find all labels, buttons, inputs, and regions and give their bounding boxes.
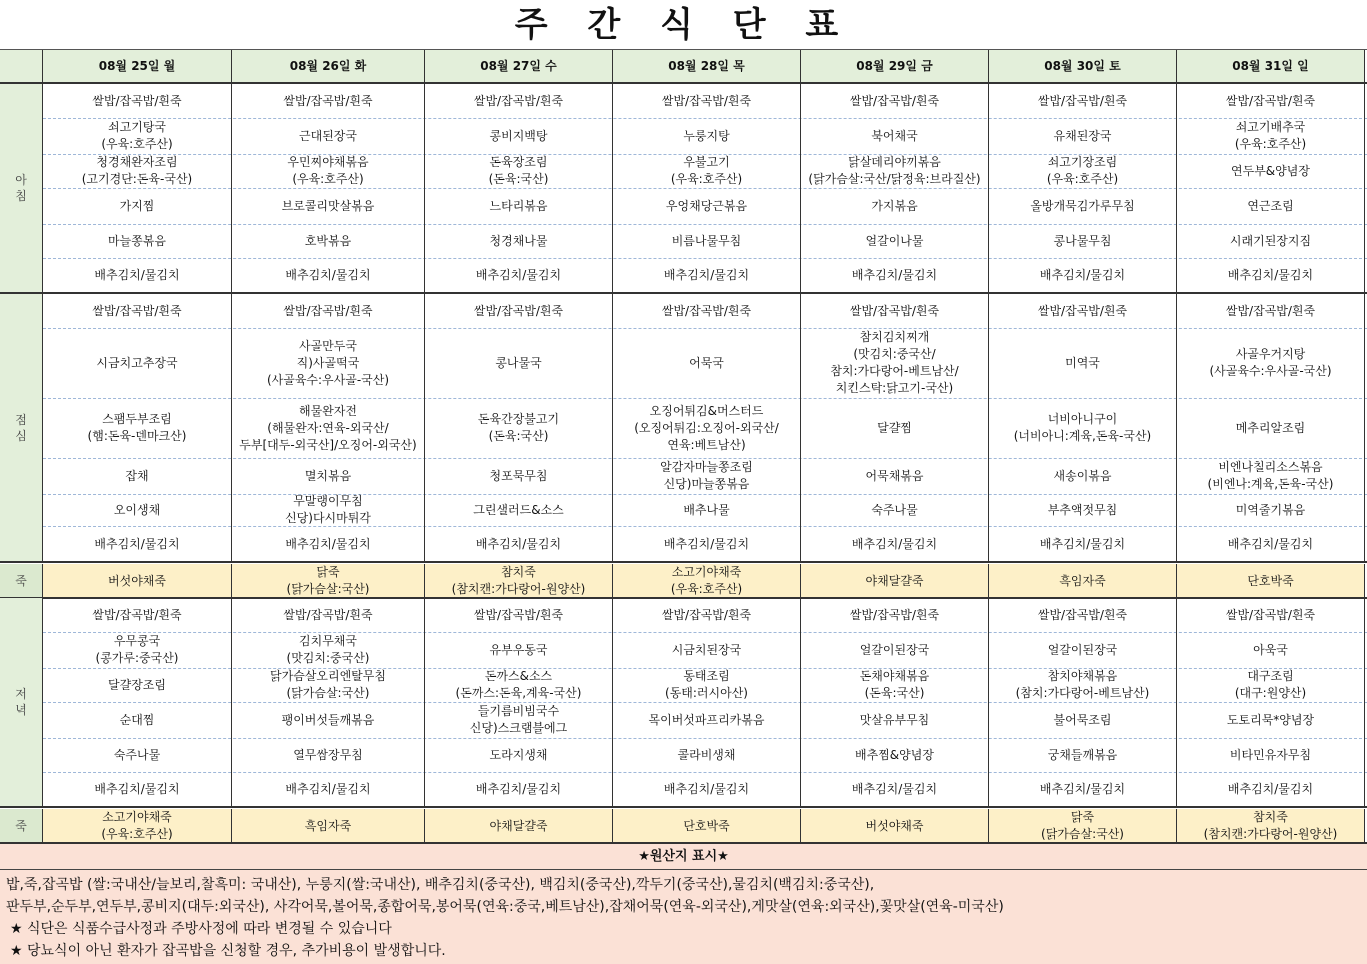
day-column-7: [1177, 564, 1365, 597]
menu-item: 어묵채볶음: [865, 468, 924, 483]
menu-item: 잡채: [125, 468, 149, 483]
day-column-6: [989, 598, 1177, 806]
menu-item: 시금치된장국: [671, 642, 742, 657]
menu-item: 쌀밥/잡곡밥/흰죽: [92, 607, 182, 622]
menu-item: 그린샐러드&소스: [473, 502, 564, 517]
menu-item: 달걀찜: [877, 420, 912, 435]
menu-item: 쌀밥/잡곡밥/흰죽: [283, 303, 373, 318]
menu-item: 해물완자전 (해물완자:연육-외국산/ 두부[대두-외국산]/오징어-외국산): [239, 403, 417, 452]
menu-item: 우민찌야채볶음 (우육:호주산): [287, 155, 369, 186]
menu-item: 가지볶음: [871, 198, 918, 213]
menu-item: 사골우거지탕 (사골육수:우사골-국산): [1209, 347, 1332, 378]
menu-item: 쌀밥/잡곡밥/흰죽: [473, 93, 564, 108]
day-header-7: 08월 31일 일: [1177, 50, 1365, 82]
menu-item: 느타리볶음: [489, 198, 548, 213]
day-header-1: 08월 25일 월: [43, 50, 232, 82]
origin-line-1: 밥,죽,잡곡밥 (쌀:국내산/늘보리,찰흑미: 국내산), 누룽지(쌀:국내산), 배추김치(중국산), 백김치(중국산),깍두기(중국산),물김치(백김치:중국산),: [6, 877, 875, 893]
menu-item: 배추김치/물김치: [1039, 536, 1126, 551]
menu-item: 불어묵조림: [1053, 712, 1112, 727]
meal-section-breakfast: [0, 84, 1367, 294]
menu-item: 배추김치/물김치: [851, 536, 938, 551]
day-column-4: [613, 564, 801, 597]
menu-item: 순대찜: [119, 712, 155, 727]
menu-item: 얼갈이된장국: [1047, 642, 1118, 657]
meal-label-char: 점: [15, 412, 27, 427]
menu-change-notice: ★ 식단은 식품수급사정과 주방사정에 따라 변경될 수 있습니다: [10, 921, 392, 937]
origin-footer: [0, 844, 1367, 964]
day-column-2: [232, 294, 425, 561]
menu-item: 배추김치/물김치: [663, 536, 750, 551]
menu-item: 야채달걀죽: [489, 818, 548, 833]
menu-item: 쇠고기장조림 (우육:호주산): [1046, 155, 1119, 186]
day-column-3: [425, 564, 613, 597]
menu-item: 배추김치/물김치: [94, 536, 180, 551]
menu-item: 배추나물: [683, 502, 730, 517]
menu-item: 쌀밥/잡곡밥/흰죽: [1225, 607, 1316, 622]
menu-item: 쌀밥/잡곡밥/흰죽: [92, 303, 182, 318]
day-column-6: [989, 809, 1177, 842]
day-column-5: [801, 294, 989, 561]
menu-item: 배추김치/물김치: [285, 782, 371, 796]
menu-item: 마늘쫑볶음: [108, 233, 166, 248]
day-column-3: [425, 809, 613, 842]
menu-item: 미역줄기볶음: [1235, 502, 1306, 517]
menu-item: 단호박죽: [1247, 573, 1294, 588]
menu-item: 배추김치/물김치: [663, 268, 750, 282]
menu-item: 쌀밥/잡곡밥/흰죽: [849, 303, 940, 318]
menu-item: 비타민유자무침: [1229, 747, 1312, 762]
menu-item: 참치야채볶음 (참치:가다랑어-베트남산): [1015, 669, 1150, 700]
menu-item: 맛살유부무침: [859, 712, 930, 727]
menu-item: 배추김치/물김치: [1227, 536, 1314, 551]
origin-title: ★원산지 표시★: [0, 844, 1367, 870]
menu-item: 알감자마늘쫑조림 신당)마늘쫑볶음: [660, 460, 753, 491]
menu-item: 배추찜&양념장: [855, 747, 934, 762]
menu-item: 오이생채: [113, 502, 161, 517]
menu-item: 닭죽 (닭가슴살:국산): [286, 565, 370, 596]
meal-label-char: 심: [15, 428, 27, 443]
day-column-1: [43, 809, 232, 842]
menu-item: 얼갈이나물: [865, 233, 924, 248]
menu-item: 배추김치/물김치: [285, 268, 371, 282]
menu-item: 배추김치/물김치: [94, 782, 180, 796]
menu-item: 숙주나물: [113, 747, 161, 762]
day-column-3: [425, 294, 613, 561]
day-column-7: [1177, 598, 1365, 806]
menu-item: 쌀밥/잡곡밥/흰죽: [473, 303, 564, 318]
menu-item: 버섯야채죽: [865, 818, 924, 833]
menu-item: 배추김치/물김치: [94, 268, 180, 282]
menu-item: 어묵국: [689, 355, 724, 370]
meal-label-dinner-porridge: [0, 809, 43, 842]
menu-item: 쇠고기탕국 (우육:호주산): [101, 120, 173, 151]
meal-section-lunch: [0, 294, 1367, 563]
menu-item: 부추액젓무침: [1047, 502, 1118, 517]
menu-item: 미역국: [1065, 355, 1100, 370]
menu-item: 동태조림 (동태:러시아산): [665, 669, 748, 700]
meal-label-lunch-porridge: [0, 564, 43, 597]
day-column-2: [232, 84, 425, 292]
meal-label-char: 침: [15, 189, 27, 203]
menu-item: 배추김치/물김치: [1227, 268, 1314, 282]
menu-item: 소고기야채죽 (우육:호주산): [670, 565, 743, 596]
menu-item: 참치김치찌개 (맛김치:중국산/ 참치:가다랑어-베트남산/ 치킨스탁:닭고기-국산): [830, 330, 959, 395]
menu-item: 우불고기 (우육:호주산): [670, 155, 743, 186]
menu-item: 배추김치/물김치: [475, 782, 562, 796]
day-column-1: [43, 564, 232, 597]
menu-item: 돈까스&소스 (돈까스:돈육,계육-국산): [455, 669, 582, 700]
meal-section-lunch-porridge: [0, 564, 1367, 599]
menu-item: 쌀밥/잡곡밥/흰죽: [1037, 303, 1128, 318]
menu-item: 참치죽 (참치캔:가다랑어-원양산): [451, 565, 586, 596]
menu-item: 비엔나칠리소스볶음 (비엔나:계육,돈육-국산): [1207, 460, 1334, 491]
day-column-1: [43, 294, 232, 561]
menu-item: 흑임자죽: [1059, 573, 1106, 588]
menu-item: 멸치볶음: [304, 468, 352, 483]
menu-item: 돈육간장불고기 (돈육:국산): [477, 412, 560, 443]
day-column-4: [613, 809, 801, 842]
menu-item: 아욱국: [1253, 642, 1288, 657]
menu-item: 흑임자죽: [304, 818, 352, 833]
header-corner: [0, 50, 43, 82]
menu-item: 시래기된장지짐: [1229, 233, 1312, 248]
menu-item: 돈육장조림 (돈육:국산): [488, 155, 549, 186]
menu-item: 버섯야채죽: [108, 573, 166, 588]
menu-item: 목이버섯파프리카볶음: [648, 712, 765, 727]
menu-item: 닭죽 (닭가슴살:국산): [1041, 810, 1124, 841]
menu-item: 숙주나물: [871, 502, 918, 517]
menu-item: 쌀밥/잡곡밥/흰죽: [849, 93, 940, 108]
day-column-2: [232, 598, 425, 806]
day-header-3: 08월 27일 수: [425, 50, 613, 82]
menu-item: 쌀밥/잡곡밥/흰죽: [661, 303, 752, 318]
day-column-6: [989, 564, 1177, 597]
menu-item: 무말랭이무침 신당)다시마튀각: [285, 494, 371, 525]
day-column-6: [989, 294, 1177, 561]
menu-item: 배추김치/물김치: [475, 268, 562, 282]
menu-item: 쌀밥/잡곡밥/흰죽: [661, 607, 752, 622]
day-column-3: [425, 84, 613, 292]
menu-item: 쇠고기배추국 (우육:호주산): [1234, 120, 1307, 151]
day-column-5: [801, 809, 989, 842]
day-header-5: 08월 29일 금: [801, 50, 989, 82]
menu-item: 콩나물국: [495, 355, 542, 370]
menu-item: 우엉채당근볶음: [665, 198, 748, 213]
menu-item: 얼갈이된장국: [859, 642, 930, 657]
meal-label-dinner: [0, 598, 43, 806]
menu-item: 팽이버섯들깨볶음: [281, 712, 375, 727]
menu-item: 쌀밥/잡곡밥/흰죽: [849, 607, 940, 622]
day-column-4: [613, 294, 801, 561]
day-column-5: [801, 598, 989, 806]
day-column-5: [801, 84, 989, 292]
menu-item: 들기름비빔국수 신당)스크램블에그: [469, 704, 568, 735]
menu-item: 쌀밥/잡곡밥/흰죽: [473, 607, 564, 622]
meal-label-char: 아: [15, 173, 27, 187]
menu-item: 닭살데리야끼볶음 (닭가슴살:국산/닭정육:브라질산): [808, 155, 981, 186]
menu-item: 배추김치/물김치: [285, 536, 371, 551]
menu-item: 청포묵무침: [489, 468, 548, 483]
menu-item: 대구조림 (대구:원양산): [1234, 669, 1307, 700]
menu-item: 우무콩국 (콩가루:중국산): [95, 634, 179, 665]
menu-item: 궁채들깨볶음: [1047, 747, 1118, 762]
day-column-1: [43, 84, 232, 292]
menu-item: 북어채국: [871, 128, 918, 143]
day-column-4: [613, 84, 801, 292]
menu-item: 도라지생채: [489, 747, 548, 762]
menu-item: 쌀밥/잡곡밥/흰죽: [1225, 93, 1316, 108]
menu-item: 너비아니구이 (너비아니:계육,돈육-국산): [1013, 412, 1152, 443]
menu-item: 유부우동국: [489, 642, 548, 657]
menu-item: 쌀밥/잡곡밥/흰죽: [283, 607, 373, 622]
day-column-7: [1177, 809, 1365, 842]
menu-item: 시금치고추장국: [96, 355, 178, 370]
menu-item: 소고기야채죽 (우육:호주산): [101, 810, 173, 841]
page-title: 주 간 식 단 표: [0, 0, 1367, 50]
menu-item: 배추김치/물김치: [1039, 782, 1126, 796]
menu-item: 유채된장국: [1053, 128, 1112, 143]
day-column-3: [425, 598, 613, 806]
menu-item: 쌀밥/잡곡밥/흰죽: [283, 93, 373, 108]
menu-item: 배추김치/물김치: [1227, 782, 1314, 796]
meal-label-char: 저: [15, 687, 27, 701]
meal-label-char: 녁: [15, 703, 27, 717]
menu-item: 돈채야채볶음 (돈육:국산): [859, 669, 930, 700]
day-column-7: [1177, 84, 1365, 292]
meal-section-dinner: [0, 598, 1367, 808]
menu-item: 새송이볶음: [1053, 468, 1112, 483]
day-header-row: [0, 50, 1367, 84]
origin-line-2: 판두부,순두부,연두부,콩비지(대두:외국산), 사각어묵,볼어묵,종합어묵,봉어묵(연육:중국,베트남산),잡채어묵(연육-외국산),게맛살(연육:외국산),꽃맛살(연육-미국산): [6, 899, 1004, 915]
menu-item: 달걀장조림: [108, 677, 166, 692]
menu-item: 가지찜: [119, 198, 155, 213]
menu-item: 배추김치/물김치: [1039, 268, 1126, 282]
menu-item: 쌀밥/잡곡밥/흰죽: [1225, 303, 1316, 318]
menu-item: 누룽지탕: [683, 128, 730, 143]
menu-item: 근대된장국: [299, 128, 357, 143]
menu-item: 올방개묵김가루무침: [1030, 198, 1135, 213]
day-column-4: [613, 598, 801, 806]
menu-item: 배추김치/물김치: [663, 782, 750, 796]
menu-item: 배추김치/물김치: [851, 268, 938, 282]
day-header-6: 08월 30일 토: [989, 50, 1177, 82]
day-column-2: [232, 809, 425, 842]
menu-item: 호박볶음: [304, 233, 352, 248]
menu-item: 콜라비생채: [677, 747, 736, 762]
menu-item: 청경채나물: [489, 233, 548, 248]
menu-item: 열무쌈장무침: [293, 747, 363, 762]
extra-cost-notice: ★ 당뇨식이 아닌 환자가 잡곡밥을 신청할 경우, 추가비용이 발생합니다.: [10, 943, 446, 959]
meal-label-char: 죽: [15, 818, 27, 833]
day-column-1: [43, 598, 232, 806]
meal-label-breakfast: [0, 84, 43, 292]
menu-item: 쌀밥/잡곡밥/흰죽: [1037, 607, 1128, 622]
menu-item: 비름나물무침: [671, 233, 742, 248]
menu-item: 쌀밥/잡곡밥/흰죽: [1037, 93, 1128, 108]
menu-item: 단호박죽: [683, 818, 730, 833]
meal-section-dinner-porridge: [0, 809, 1367, 844]
menu-item: 오징어튀김&머스터드 (오징어튀김:오징어-외국산/ 연육:베트남산): [634, 403, 779, 452]
menu-item: 쌀밥/잡곡밥/흰죽: [92, 93, 182, 108]
menu-item: 콩나물무침: [1053, 233, 1112, 248]
day-header-4: 08월 28일 목: [613, 50, 801, 82]
menu-item: 연근조림: [1247, 198, 1294, 213]
menu-item: 청경채완자조림 (고기경단:돈육-국산): [81, 155, 193, 186]
menu-item: 배추김치/물김치: [475, 536, 562, 551]
menu-item: 콩비지백탕: [489, 128, 548, 143]
day-header-2: 08월 26일 화: [232, 50, 425, 82]
menu-item: 야채달걀죽: [865, 573, 924, 588]
day-column-7: [1177, 294, 1365, 561]
menu-item: 참치죽 (참치캔:가다랑어-원양산): [1203, 810, 1338, 841]
menu-item: 도토리묵*양념장: [1226, 712, 1315, 727]
menu-item: 김치무채국 (맛김치:중국산): [286, 634, 370, 665]
menu-item: 배추김치/물김치: [851, 782, 938, 796]
meal-label-lunch: [0, 294, 43, 561]
menu-item: 쌀밥/잡곡밥/흰죽: [661, 93, 752, 108]
day-column-5: [801, 564, 989, 597]
menu-item: 연두부&양념장: [1231, 163, 1310, 178]
menu-item: 닭가슴살오리엔탈무침 (닭가슴살:국산): [270, 669, 386, 700]
menu-item: 사골만두국 직)사골떡국 (사골육수:우사골-국산): [266, 338, 390, 387]
day-column-2: [232, 564, 425, 597]
menu-item: 메추리알조림: [1235, 420, 1306, 435]
menu-item: 스팸두부조림 (햄:돈육-덴마크산): [87, 412, 187, 443]
menu-item: 브로콜리맛살볶음: [281, 198, 375, 213]
day-column-6: [989, 84, 1177, 292]
meal-label-char: 죽: [15, 573, 27, 588]
